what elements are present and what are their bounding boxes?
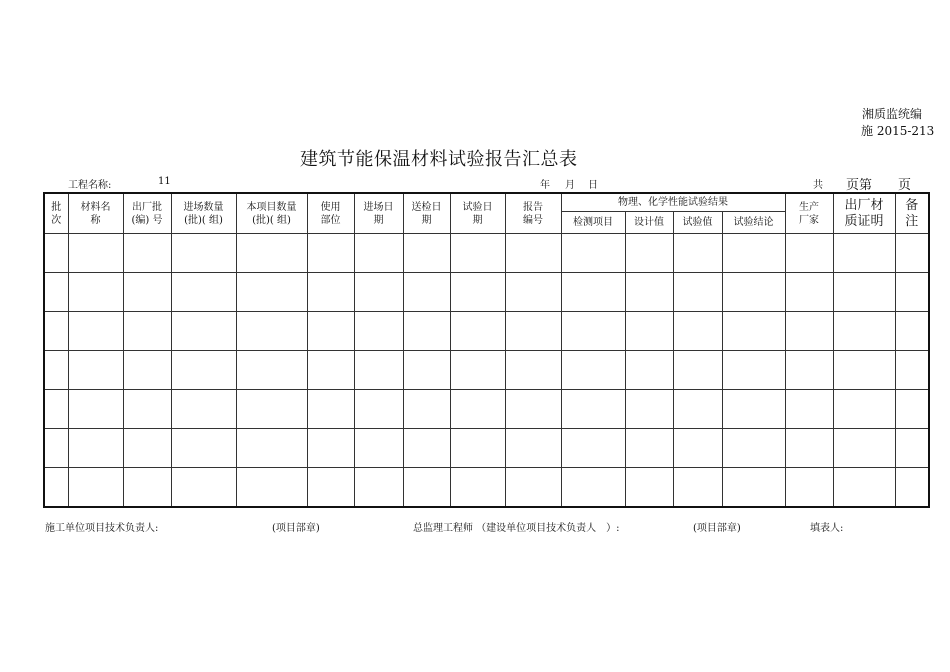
table-cell — [505, 468, 561, 508]
col-header-sent-date: 送检日 期 — [403, 193, 450, 234]
table-cell — [403, 234, 450, 273]
table-cell — [450, 390, 505, 429]
table-cell — [171, 234, 236, 273]
table-cell — [123, 312, 171, 351]
table-row — [44, 312, 929, 351]
year-label: 年 — [540, 180, 550, 191]
table-row — [44, 468, 929, 508]
table-cell — [561, 468, 625, 508]
table-cell — [561, 312, 625, 351]
table-cell — [505, 429, 561, 468]
project-seal-label-2: (项目部章) — [693, 523, 741, 534]
table-cell — [833, 351, 895, 390]
table-cell — [236, 234, 307, 273]
table-cell — [625, 429, 673, 468]
table-cell — [236, 312, 307, 351]
table-cell — [354, 468, 403, 508]
table-cell — [625, 234, 673, 273]
col-header-usage: 使用 部位 — [307, 193, 354, 234]
col-header-test-item: 检测项目 — [561, 212, 625, 234]
form-code-line1: 湘质监统编 — [862, 107, 923, 121]
table-cell — [833, 312, 895, 351]
table-cell — [354, 273, 403, 312]
table-cell — [307, 273, 354, 312]
table-body — [44, 234, 929, 508]
table-cell — [673, 429, 722, 468]
table-cell — [625, 390, 673, 429]
table-cell — [833, 429, 895, 468]
form-filler-label: 填表人: — [810, 523, 844, 534]
table-cell — [44, 351, 68, 390]
table-cell — [450, 312, 505, 351]
form-code-line2: 施 2015-213 — [861, 124, 935, 138]
table-cell — [561, 390, 625, 429]
table-cell — [307, 234, 354, 273]
table-cell — [354, 429, 403, 468]
table-cell — [44, 234, 68, 273]
table-cell — [722, 390, 785, 429]
table-cell — [123, 234, 171, 273]
project-name-value: 11 — [158, 176, 171, 187]
table-cell — [236, 429, 307, 468]
table-cell — [561, 234, 625, 273]
table-cell — [44, 273, 68, 312]
table-cell — [403, 390, 450, 429]
table-cell — [785, 429, 833, 468]
materials-report-table — [43, 192, 930, 508]
table-cell — [673, 468, 722, 508]
table-cell — [171, 312, 236, 351]
table-cell — [403, 312, 450, 351]
table-cell — [123, 468, 171, 508]
table-cell — [236, 468, 307, 508]
table-cell — [785, 468, 833, 508]
table-cell — [722, 429, 785, 468]
col-header-design-value: 设计值 — [625, 212, 673, 234]
table-row — [44, 429, 929, 468]
table-cell — [68, 390, 123, 429]
table-cell — [450, 468, 505, 508]
table-cell — [505, 312, 561, 351]
page-number-label: 页第 — [846, 178, 873, 193]
table-cell — [450, 429, 505, 468]
table-cell — [171, 429, 236, 468]
table-cell — [895, 273, 929, 312]
table-row — [44, 351, 929, 390]
table-cell — [505, 351, 561, 390]
table-cell — [722, 234, 785, 273]
project-name-label: 工程名称: — [68, 180, 112, 191]
table-cell — [123, 390, 171, 429]
table-cell — [673, 234, 722, 273]
table-cell — [307, 468, 354, 508]
table-cell — [171, 468, 236, 508]
month-label: 月 — [565, 180, 575, 191]
table-cell — [236, 273, 307, 312]
table-cell — [505, 234, 561, 273]
contractor-tech-lead-label: 施工单位项目技术负责人: — [45, 523, 159, 534]
table-cell — [625, 273, 673, 312]
col-header-results-group: 物理、化学性能试验结果 — [561, 193, 785, 212]
page-label: 页 — [898, 178, 912, 193]
table-cell — [561, 429, 625, 468]
table-cell — [44, 312, 68, 351]
table-cell — [450, 273, 505, 312]
table-cell — [68, 312, 123, 351]
table-cell — [171, 273, 236, 312]
table-cell — [354, 351, 403, 390]
table-cell — [673, 351, 722, 390]
table-cell — [785, 312, 833, 351]
col-header-factory-cert: 出厂材 质证明 — [833, 193, 895, 234]
table-cell — [722, 273, 785, 312]
table-cell — [403, 273, 450, 312]
table-cell — [673, 273, 722, 312]
table-cell — [171, 351, 236, 390]
col-header-batch: 批 次 — [44, 193, 68, 234]
col-header-material-name: 材料名 称 — [68, 193, 123, 234]
table-cell — [785, 273, 833, 312]
table-cell — [68, 351, 123, 390]
total-pages-label: 共 — [813, 180, 823, 191]
table-cell — [785, 351, 833, 390]
table-cell — [44, 390, 68, 429]
table-cell — [123, 429, 171, 468]
day-label: 日 — [588, 180, 598, 191]
table-cell — [505, 390, 561, 429]
table-cell — [236, 390, 307, 429]
table-cell — [673, 312, 722, 351]
col-header-test-conclusion: 试验结论 — [722, 212, 785, 234]
table-cell — [625, 351, 673, 390]
table-cell — [354, 312, 403, 351]
table-cell — [68, 429, 123, 468]
table-cell — [123, 273, 171, 312]
col-header-test-value: 试验值 — [673, 212, 722, 234]
table-cell — [895, 468, 929, 508]
chief-supervisor-label: 总监理工程师 （建设单位项目技术负责人 ）: — [413, 523, 620, 534]
table-cell — [171, 390, 236, 429]
table-cell — [307, 390, 354, 429]
table-cell — [895, 312, 929, 351]
table-cell — [505, 273, 561, 312]
table-cell — [44, 468, 68, 508]
table-cell — [561, 273, 625, 312]
table-cell — [354, 234, 403, 273]
table-cell — [403, 429, 450, 468]
table-cell — [403, 468, 450, 508]
table-cell — [833, 390, 895, 429]
table-cell — [895, 234, 929, 273]
table-cell — [68, 234, 123, 273]
table-cell — [354, 390, 403, 429]
table-cell — [450, 351, 505, 390]
col-header-remarks: 备 注 — [895, 193, 929, 234]
table-row — [44, 234, 929, 273]
table-cell — [785, 390, 833, 429]
col-header-incoming-qty: 进场数量 (批)( 组) — [171, 193, 236, 234]
table-cell — [833, 273, 895, 312]
table-cell — [895, 390, 929, 429]
table-cell — [722, 351, 785, 390]
table-cell — [68, 273, 123, 312]
col-header-project-qty: 本项目数量 (批)( 组) — [236, 193, 307, 234]
col-header-test-date: 试验日 期 — [450, 193, 505, 234]
project-seal-label-1: (项目部章) — [272, 523, 320, 534]
table-cell — [307, 351, 354, 390]
col-header-report-no: 报告 编号 — [505, 193, 561, 234]
col-header-manufacturer: 生产 厂家 — [785, 193, 833, 234]
table-cell — [895, 429, 929, 468]
table-cell — [561, 351, 625, 390]
table-cell — [833, 234, 895, 273]
table-cell — [307, 429, 354, 468]
table-cell — [44, 429, 68, 468]
table-cell — [625, 468, 673, 508]
table-row — [44, 273, 929, 312]
table-cell — [403, 351, 450, 390]
table-cell — [722, 312, 785, 351]
table-row — [44, 390, 929, 429]
table-cell — [722, 468, 785, 508]
table-cell — [833, 468, 895, 508]
table-cell — [307, 312, 354, 351]
col-header-factory-batch: 出厂批 (编) 号 — [123, 193, 171, 234]
table-cell — [895, 351, 929, 390]
table-cell — [123, 351, 171, 390]
table-cell — [785, 234, 833, 273]
form-title: 建筑节能保温材料试验报告汇总表 — [300, 149, 578, 170]
table-cell — [625, 312, 673, 351]
table-cell — [68, 468, 123, 508]
table-cell — [673, 390, 722, 429]
col-header-entry-date: 进场日 期 — [354, 193, 403, 234]
table-cell — [450, 234, 505, 273]
table-cell — [236, 351, 307, 390]
